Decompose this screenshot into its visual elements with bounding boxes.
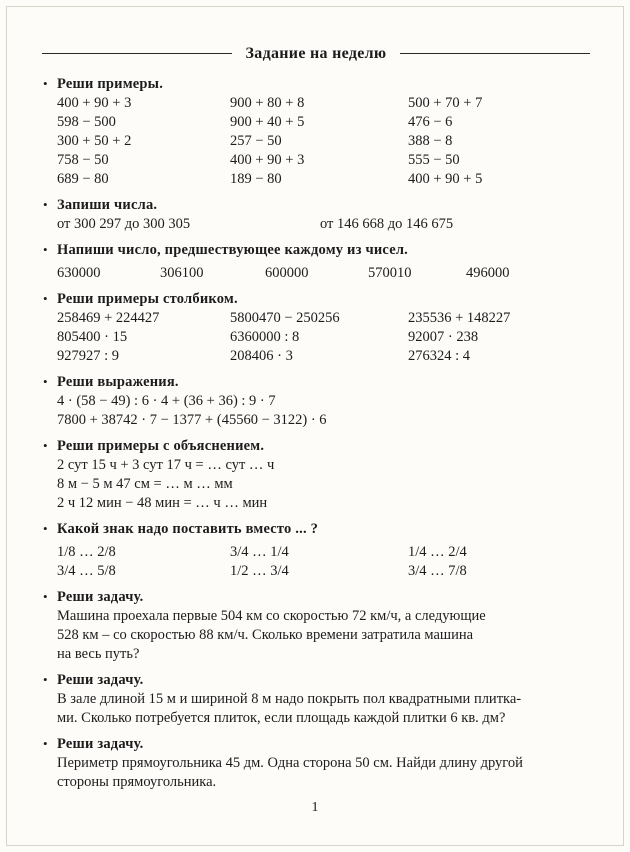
title-rule-right [400,53,590,54]
title-bar [42,44,590,63]
section-heading: Реши задачу. [57,672,144,688]
bullet-icon: • [43,521,48,536]
math-expression: 257 − 50 [230,133,282,149]
number-value: 570010 [368,265,412,281]
math-expression: 476 − 6 [408,114,453,130]
number-value: 600000 [265,265,309,281]
section-heading: Запиши числа. [57,197,158,213]
bullet-icon: • [43,438,48,453]
math-expression: 400 + 90 + 5 [408,171,483,187]
section-heading: Реши примеры столбиком. [57,291,238,307]
bullet-icon: • [43,589,48,604]
section-heading: Реши примеры с объяснением. [57,438,265,454]
number-value: 306100 [160,265,204,281]
task-text: В зале длиной 15 м и шириной 8 м надо покрыть пол квадратными плитка- [57,691,522,707]
task-text: Периметр прямоугольника 45 дм. Одна сторона 50 см. Найди длину другой [57,755,523,771]
fraction-comparison: 1/2 … 3/4 [230,563,289,579]
section-write-numbers [42,196,590,234]
math-expression: 5800470 − 250256 [230,310,340,326]
math-expression: 2 ч 12 мин − 48 мин = … ч … мин [57,495,268,511]
number-range: от 300 297 до 300 305 [57,216,191,232]
section-word-problem-perimeter [42,735,590,792]
math-expression: 8 м − 5 м 47 см = … м … мм [57,476,233,492]
worksheet-title: Задание на неделю [245,44,387,62]
section-heading: Реши задачу. [57,736,144,752]
math-expression: 805400 · 15 [57,329,128,345]
bullet-icon: • [43,672,48,687]
bullet-icon: • [43,76,48,91]
number-value: 496000 [466,265,510,281]
task-text: 528 км – со скоростью 88 км/ч. Сколько времени затратила машина [57,627,474,643]
math-expression: 276324 : 4 [408,348,471,364]
math-expression: 900 + 80 + 8 [230,95,305,111]
fraction-comparison: 3/4 … 5/8 [57,563,116,579]
task-text: Машина проехала первые 504 км со скоростью 72 км/ч, а следующие [57,608,486,624]
section-heading: Реши выражения. [57,374,179,390]
math-expression: 388 − 8 [408,133,453,149]
bullet-icon: • [43,374,48,389]
math-expression: 92007 · 238 [408,329,479,345]
section-column-examples [42,290,590,366]
math-expression: 689 − 80 [57,171,109,187]
section-heading: Реши задачу. [57,589,144,605]
examples-grid [57,94,590,189]
bullet-icon: • [43,736,48,751]
math-expression: 400 + 90 + 3 [230,152,305,168]
math-expression: 500 + 70 + 7 [408,95,483,111]
math-expression: 235536 + 148227 [408,310,511,326]
title-rule-left [42,53,232,54]
math-expression: 927927 : 9 [57,348,120,364]
section-solve-examples [42,75,590,189]
number-range: от 146 668 до 146 675 [320,216,454,232]
numbers-row [57,264,590,283]
fraction-comparison: 3/4 … 1/4 [230,544,289,560]
math-expression: 258469 + 224427 [57,310,160,326]
math-expression: 598 − 500 [57,114,116,130]
math-expression: 2 сут 15 ч + 3 сут 17 ч = … сут … ч [57,457,275,473]
section-word-problem-speed [42,588,590,664]
number-value: 630000 [57,265,101,281]
section-compare-fractions [42,520,590,581]
math-expression: 555 − 50 [408,152,460,168]
math-expression: 300 + 50 + 2 [57,133,132,149]
task-text: на весь путь? [57,646,140,662]
math-expression: 189 − 80 [230,171,282,187]
math-expression: 6360000 : 8 [230,329,300,345]
section-examples-with-explanation [42,437,590,513]
fractions-grid [57,543,590,581]
bullet-icon: • [43,197,48,212]
examples-grid [57,309,590,366]
fraction-comparison: 1/8 … 2/8 [57,544,116,560]
bullet-icon: • [43,242,48,257]
section-heading: Напиши число, предшествующее каждому из чисел. [57,242,408,258]
page-number: 1 [311,800,319,815]
math-expression: 4 · (58 − 49) : 6 · 4 + (36 + 36) : 9 · 7 [57,393,276,409]
math-expression: 400 + 90 + 3 [57,95,132,111]
task-text: ми. Сколько потребуется плиток, если площадь каждой плитки 6 кв. дм? [57,710,506,726]
section-preceding-number [42,241,590,283]
math-expression: 900 + 40 + 5 [230,114,305,130]
fraction-comparison: 1/4 … 2/4 [408,544,467,560]
bullet-icon: • [43,291,48,306]
section-heading: Реши примеры. [57,76,164,92]
page-content [42,44,590,799]
math-expression: 208406 · 3 [230,348,293,364]
section-heading: Какой знак надо поставить вместо ... ? [57,521,319,537]
section-word-problem-tiles [42,671,590,728]
section-expressions [42,373,590,430]
task-text: стороны прямоугольника. [57,774,217,790]
ranges-row [57,215,590,234]
fraction-comparison: 3/4 … 7/8 [408,563,467,579]
math-expression: 758 − 50 [57,152,109,168]
math-expression: 7800 + 38742 · 7 − 1377 + (45560 − 3122) · 6 [57,412,327,428]
